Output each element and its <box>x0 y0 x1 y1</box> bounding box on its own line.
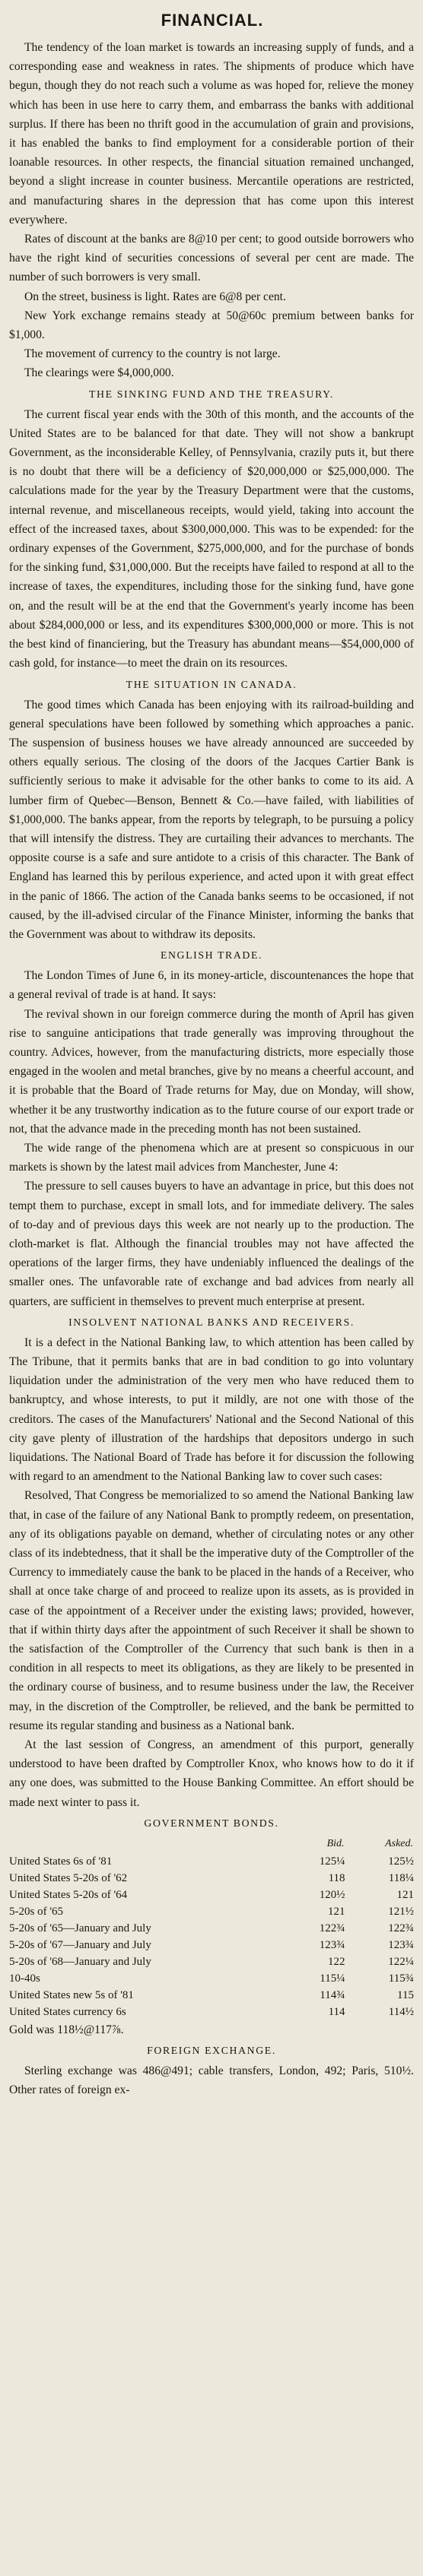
table-row <box>9 1953 414 1970</box>
bond-name: 10-40s <box>9 1972 40 1985</box>
bond-name: 5-20s of '65 <box>9 1905 64 1918</box>
bond-bid: 114 <box>328 2005 345 2018</box>
section-paragraph: The wide range of the phenomena which are at present so conspicuous in our markets is shown by the latest mail advices from Manchester, June 4: <box>9 1141 414 1174</box>
section-heading: INSOLVENT NATIONAL BANKS AND RECEIVERS. <box>68 1316 355 1328</box>
bond-name: United States new 5s of '81 <box>9 1988 134 2001</box>
bond-name: 5-20s of '67—January and July <box>9 1938 151 1951</box>
table-row <box>9 1853 414 1870</box>
financial-column <box>9 38 414 2099</box>
bond-name: 5-20s of '65—January and July <box>9 1922 151 1934</box>
section-insolvent-banks <box>9 1313 414 1812</box>
bond-bid: 118 <box>328 1871 345 1884</box>
section-paragraph: At the last session of Congress, an amendment of this purport, generally understood to have been drafted by Comptroller Knox, who knows how to do it if any one does, was submitted to the House Banking Committee. An effort should be made next winter to pass it. <box>9 1738 414 1809</box>
bond-asked: 114½ <box>388 2005 414 2018</box>
section-paragraph: The good times which Canada has been enjoying with its railroad-building and general speculations have been followed by something which approaches a panic. The suspension of business houses we have already announced are succeeded by others equally serious. The closing of the doors of the Jacques Cartier Bank is sufficiently serious to make it advisable for the other banks to come to its aid. A lumber firm of Quebec—Benson, Bennett & Co.—have failed, with liabilities of $1,000,000. The banks appear, from the reports by telegraph, to be pursuing a policy that will intensify the distress. They are curtailing their advances to merchants. The opposite course is a safe and sure antidote to a crisis of this character. The Bank of England has learned this by perilous experience, and acted upon it with great effect in the panic of 1866. The action of the Canada banks seems to be occasioned, if not caused, by the ill-advised circular of the Finance Minister, informing the banks that the Government was about to withdraw its deposits. <box>9 698 414 941</box>
bonds-table <box>9 1835 414 2020</box>
section-paragraph: Resolved, That Congress be memorialized to so amend the National Banking law that, in case of the failure of any National Bank to promptly redeem, on presentation, any of its obligations payable on demand, whether of circulating notes or any other class of its indebtedness, that it shall be the imperative duty of the Comptroller of the Currency to immediately cause the bank to be placed in the hands of a Receiver, who shall at once take charge of and proceed to realize upon its assets, as is provided in case of the appointment of a Receiver under the existing laws; provided, however, that if within thirty days after the appointment of such Receiver it shall be shown to the satisfaction of the Comptroller of the Currency that such bank is then in a condition in all respects to meet its obligations, as they are likely to be presented in the ordinary course of business, and to resume business under the law, the Receiver may, in the discretion of the Comptroller, be relieved, and the bank be permitted to resume its regular standing and business as a National bank. <box>9 1489 414 1732</box>
section-paragraph: It is a defect in the National Banking law, to which attention has been called by The Tribune, that it permits banks that are in bad condition to go into voluntary liquidation under the administration of the very men who have reduced them to bankruptcy, and whose interests, to put it mildly, are not one with those of the creditors. The cases of the Manufacturers' National and the Second National of this city gave plenty of illustration of the hardships that depositors undergo in such liquidations. The National Board of Trade has before it for discussion the following with regard to an amendment to the National Banking law to cover such cases: <box>9 1336 414 1484</box>
bonds-name-header <box>9 1835 276 1853</box>
bond-asked: 121½ <box>388 1905 414 1918</box>
section-sinking-fund <box>9 385 414 673</box>
section-heading: FOREIGN EXCHANGE. <box>147 2045 276 2057</box>
bond-bid: 122 <box>328 1955 345 1968</box>
bond-bid: 114¾ <box>320 1988 345 2001</box>
table-row <box>9 1937 414 1953</box>
bonds-bid-header: Bid. <box>326 1837 345 1849</box>
table-row <box>9 2004 414 2020</box>
section-paragraph: The London Times of June 6, in its money-article, discountenances the hope that a general revival of trade is at hand. It says: <box>9 969 414 1002</box>
bond-asked: 115 <box>397 1988 414 2001</box>
table-row <box>9 1987 414 2004</box>
exchange-paragraph: Sterling exchange was 486@491; cable transfers, London, 492; Paris, 510½. Other rates of foreign ex- <box>9 2064 414 2097</box>
bond-name: United States 5-20s of '64 <box>9 1888 128 1901</box>
intro-paragraph: The clearings were $4,000,000. <box>24 366 174 380</box>
bond-bid: 122¾ <box>319 1922 345 1934</box>
intro-paragraph: The movement of currency to the country is not large. <box>24 347 281 361</box>
bond-asked: 121 <box>396 1888 414 1901</box>
section-canada <box>9 675 414 945</box>
bonds-asked-header: Asked. <box>385 1837 413 1849</box>
bond-name: United States currency 6s <box>9 2005 126 2018</box>
bond-bid: 125¼ <box>319 1855 345 1868</box>
table-row <box>9 1903 414 1920</box>
section-paragraph: The current fiscal year ends with the 30th of this month, and the accounts of the United States are to be balanced for that date. They will not show a bankrupt Government, as the inconsiderable Kelley, of Pennsylvania, crazily puts it, but there is no doubt that there will be a deficiency of $20,000,000 or $25,000,000. The calculations made for the year by the Treasury Department were that the customs, internal revenue, and miscellaneous receipts, would yield, taking into account the effect of the increased taxes, about $300,000,000. This was to be expended: for the ordinary expenses of the Government, $275,000,000, and for the purchase of bonds for the sinking fund, $31,000,000. But the receipts have failed to respond at all to the increase of taxes, the expenditures, including those for the sinking fund, have gone on, and the result will be at the end that the Government's yearly income has been about $284,000,000 or less, and its expenditures $300,000,000 or more. This is not the best kind of financiering, but the Treasury has abundant means—$54,000,000 of cash gold, for instance—to meet the drain on its resources. <box>9 407 414 670</box>
section-heading: GOVERNMENT BONDS. <box>144 1817 279 1829</box>
section-paragraph: The revival shown in our foreign commerce during the month of April has given rise to sanguine anticipations that trade generally was improving throughout the country. Advices, however, from the manufacturing districts, more especially those engaged in the woolen and metal branches, give by no means a cheerful account, and it is probable that the Board of Trade returns for May, due on Monday, will show, whether it be any trustworthy indication as to the future course of our export trade or not, that the advance made in the preceding month has not been sustained. <box>9 1007 414 1136</box>
intro-section <box>9 38 414 383</box>
section-heading: ENGLISH TRADE. <box>160 949 263 962</box>
intro-paragraph: The tendency of the loan market is towards an increasing supply of funds, and a corresponding ease and weakness in rates. The shipments of produce which have begun, though they do not reach such a volume as was hoped for, relieve the money which has been in use here to carry them, and embarrass the banks with additional surplus. If there has been no thrift good in the accumulation of grain and provisions, it has enabled the banks to find employment for a considerable portion of their loanable resources. In other respects, the financial situation remained unchanged, beyond a slight increase in counter business. Mercantile operations are restricted, and manufacturing shares in the depression that has come upon this interest everywhere. <box>9 41 414 227</box>
bond-asked: 123¾ <box>388 1938 414 1951</box>
section-heading: THE SITUATION IN CANADA. <box>126 678 297 690</box>
bond-asked: 122¾ <box>388 1922 414 1934</box>
bond-asked: 115¾ <box>388 1972 414 1985</box>
section-paragraph: The pressure to sell causes buyers to have an advantage in price, but this does not tempt them to purchase, except in small lots, and for immediate delivery. The sales of to-day and of previous days this week are not nearly up to the production. The cloth-market is flat. Although the financial troubles may not have affected the operations of the larger firms, they have undeniably influenced the dealings of the smaller ones. The unfavorable rate of exchange and bad advices from nearly all quarters, are sufficient in themselves to prevent much enterprise at present. <box>9 1180 414 1308</box>
bond-bid: 120½ <box>319 1888 345 1901</box>
table-row <box>9 1920 414 1937</box>
bond-asked: 118¼ <box>388 1871 414 1884</box>
table-row <box>9 1887 414 1903</box>
section-foreign-exchange <box>9 2041 414 2099</box>
bond-bid: 115¼ <box>320 1972 345 1985</box>
gold-quote: Gold was 118½@117⅞. <box>9 2023 124 2036</box>
bond-bid: 121 <box>328 1905 345 1918</box>
section-heading: THE SINKING FUND AND THE TREASURY. <box>89 388 334 400</box>
bond-name: 5-20s of '68—January and July <box>9 1955 151 1968</box>
page-title: FINANCIAL. <box>161 11 264 30</box>
table-row <box>9 1970 414 1987</box>
bond-asked: 122¼ <box>388 1955 414 1968</box>
section-government-bonds <box>9 1814 414 2039</box>
table-row <box>9 1870 414 1887</box>
bond-asked: 125½ <box>388 1855 414 1868</box>
bond-bid: 123¾ <box>319 1938 345 1951</box>
bond-name: United States 6s of '81 <box>9 1855 113 1868</box>
intro-paragraph: On the street, business is light. Rates are 6@8 per cent. <box>24 290 286 303</box>
bonds-header-row <box>9 1835 414 1853</box>
intro-paragraph: Rates of discount at the banks are 8@10 per cent; to good outside borrowers who have the right kind of securities concessions of several per cent are made. The number of such borrowers is very small. <box>9 233 414 284</box>
intro-paragraph: New York exchange remains steady at 50@60c premium between banks for $1,000. <box>9 309 414 342</box>
bond-name: United States 5-20s of '62 <box>9 1871 128 1884</box>
section-english-trade <box>9 946 414 1311</box>
